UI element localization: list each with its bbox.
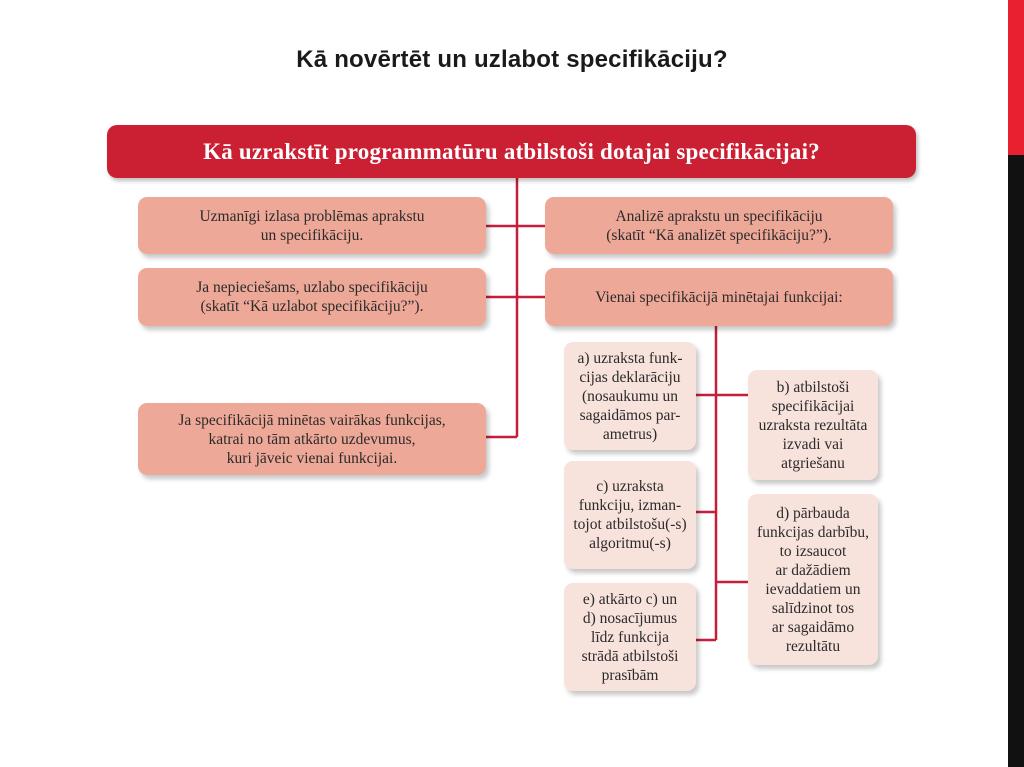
substep-a-declaration: a) uzraksta funk- cijas deklarāciju (nosaukumu un sagaidāmos par- ametrus) — [564, 342, 696, 450]
substep-b-output: b) atbilstoši specifikācijai uzraksta rezultāta izvadi vai atgriešanu — [748, 370, 878, 480]
substep-d-test: d) pārbauda funkcijas darbību, to izsaucot ar dažādiem ievaddatiem un salīdzinot tos ar sagaidāmo rezultātu — [748, 494, 878, 665]
step-repeat-functions: Ja specifikācijā minētas vairākas funkcijas, katrai no tām atkārto uzdevumus, kuri jāveic vienai funkcijai. — [138, 403, 486, 475]
step-improve-spec: Ja nepieciešams, uzlabo specifikāciju (skatīt “Kā uzlabot specifikāciju?”). — [138, 268, 486, 326]
step-per-function: Vienai specifikācijā minētajai funkcijai: — [545, 268, 893, 326]
substep-c-implement: c) uzraksta funkciju, izman- tojot atbilstošu(-s) algoritmu(-s) — [564, 461, 696, 569]
main-question-header: Kā uzrakstīt programmatūru atbilstoši dotajai specifikācijai? — [107, 125, 916, 178]
slide-title: Kā novērtēt un uzlabot specifikāciju? — [296, 46, 728, 73]
substep-e-repeat: e) atkārto c) un d) nosacījumus līdz funkcija strādā atbilstoši prasībām — [564, 583, 696, 691]
step-read-description: Uzmanīgi izlasa problēmas aprakstu un specifikāciju. — [138, 197, 486, 254]
step-analyze-spec: Analizē aprakstu un specifikāciju (skatīt “Kā analizēt specifikāciju?”). — [545, 197, 893, 254]
